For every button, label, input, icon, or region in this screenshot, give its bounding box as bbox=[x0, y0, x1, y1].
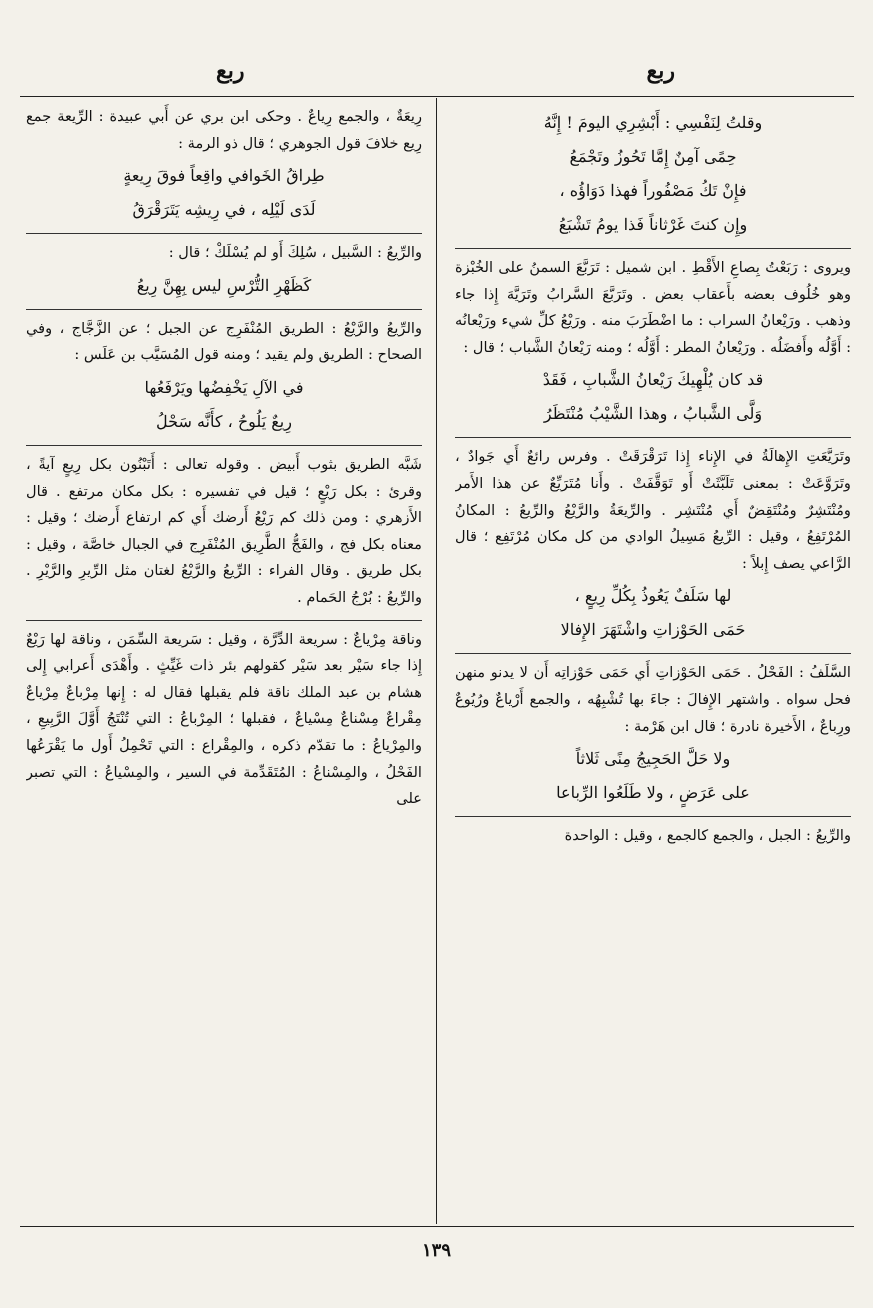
verse-line: لَدَى لَيْلِه ، في رِيشِه يَتَرَقْرَقُ bbox=[132, 200, 316, 220]
entry-paragraph: رِيعَةٌ ، والجمع رِياعٌ . وحكى ابن بري عن أَبي عبيدة : الرِّيعة جمع رِيع خلافَ قول الجوهري ؛ قال ذو الرمة : bbox=[26, 108, 422, 152]
section-separator bbox=[26, 309, 422, 310]
entry-paragraph: وتَرَيَّعَتِ الإِهالَةُ في الإِناء إِذا تَرَقْرَقَتْ . وفرس رائعٌ أَي جَوادٌ ، وتَرَوَّعَتْ : بمعنى تَلَبَّثَتْ أَو تَوَقَّفَتْ . وأَنا مُتَرَيِّعٌ عن هذا الأَمر ومُنْتَشِرٌ ومُنْتَقِضٌ أَي مُنْتَشِر . والرِّيعَةُ والرَّيْعُ والرِّيعُ : المكانُ المُرْتَفِعُ ، وقيل : الرِّيعُ مَسِيلُ الوادي من كل مكان مُرْتَفِع ؛ قال الرَّاعي يصف إِبلاً : bbox=[455, 448, 851, 572]
section-separator bbox=[455, 653, 851, 654]
verse-line: ولا حَلَّ الحَجِيجُ مِنًى ثَلاثاً bbox=[575, 749, 731, 769]
entry-paragraph: والرِّيعُ : الجبل ، والجمع كالجمع ، وقيل : الواحدة bbox=[564, 827, 851, 845]
verse-line: على عَرَضٍ ، ولا طَلَعُوا الرِّباعا bbox=[556, 783, 750, 803]
verse-line: حِمًى آمِنٌ إِمَّا تَحُوزُ وتَجْمَعُ bbox=[569, 147, 737, 166]
verse-line: وإِن كنتَ غَرْثاناً فَذا يومُ تَشْبَعُ bbox=[558, 215, 748, 234]
left-column bbox=[26, 104, 422, 1220]
verse-line: قد كان يُلْهِيكَ رَيْعانُ الشَّبابِ ، فَقَدْ bbox=[542, 370, 764, 390]
verse-line: حَمَى الحَوْزاتِ واشْتَهَرَ الإِفالا bbox=[560, 620, 746, 640]
verse-line: رِيعٌ يَلُوحُ ، كأَنَّه سَحْلُ bbox=[156, 411, 292, 431]
entry-paragraph: والرِّيعُ : السَّبيل ، سُلِكَ أَو لم يُسْلَكْ ؛ قال : bbox=[168, 244, 422, 262]
verse-line: طِراقُ الخَوافي واقِعاً فوقَ رِيعةٍ bbox=[123, 166, 325, 186]
footer-rule bbox=[20, 1226, 854, 1227]
section-separator bbox=[455, 816, 851, 817]
right-column bbox=[455, 104, 851, 1220]
entry-paragraph: وناقة مِرْياعٌ : سريعة الدِّرَّة ، وقيل : سَريعة السِّمَن ، وناقة لها رَيْعٌ إِذا جاء سَيْر بعد سَيْر كقولهم بئر ذات غَيِّثٍ . وأَهْدَى أَعرابي إِلى هشام بن عبد الملك ناقة فلم يقبلها فقال له : إِنها مِرْباعٌ مِرْياعٌ مِقْراعٌ مِسْناعٌ مِسْياعٌ ، فقبلها ؛ المِرْباعُ : التي تُنْتَجُ أَوَّلَ الرَّبِيعِ ، والمِرْياعُ : ما تقدّم ذكره ، والمِقْراع : التي تَحْمِلُ أَول ما يَقْرَعُها الفَحْلُ ، والمِسْناعُ : المُتَقَدِّمة في السير ، والمِسْياعُ : التي تصبر على bbox=[26, 630, 422, 808]
verse-line: فإِنْ تَكُ مَصْفُوراً فهذا دَوَاؤُه ، bbox=[559, 181, 747, 200]
running-head-left: ربع bbox=[216, 58, 245, 84]
verse-line: لها سَلَفٌ يَعُوذُ بِكُلِّ رِيعٍ ، bbox=[574, 586, 732, 606]
section-separator bbox=[26, 620, 422, 621]
verse-line: في الآلِ يَخْفِضُها ويَرْفَعُها bbox=[144, 377, 304, 397]
section-separator bbox=[26, 445, 422, 446]
section-separator bbox=[26, 233, 422, 234]
section-separator bbox=[455, 248, 851, 249]
verse-line: وقلتُ لِنَفْسِي : أَبْشِرِي اليومَ ! إِنَّهُ bbox=[543, 113, 763, 132]
verse-line: كَظَهْرِ التُّرْسِ ليس بِهِنَّ رِيعُ bbox=[136, 275, 312, 295]
verse-line: وَلَّى الشَّبابُ ، وهذا الشَّيْبُ مُنْتَظَرُ bbox=[543, 404, 763, 424]
entry-paragraph: السَّلَفُ : الفَحْلُ . حَمَى الحَوْزاتِ أَي حَمَى حَوْزاتِه أَن لا يدنو منهن فحل سواه . واشتهر الإِفالَ : جاءَ بها تُشْبِهُه ، والجمع أَرْياعٌ ورُيُوعٌ ورِباعٌ ، الأَخيرة نادرة ؛ قال ابن هَرْمة : bbox=[455, 664, 851, 735]
header-rule bbox=[20, 96, 854, 97]
page-number: ١٣٩ bbox=[421, 1240, 451, 1261]
entry-paragraph: ويروى : رَبَعْتُ بِصاعِ الأَقْطِ . ابن شميل : تَرَبَّعَ السمنُ على الخُبْزة وهو خُلُوف بعضه بأَعقاب بعض . وتَرَبَّعَ السَّرابُ وتَرَيَّهَ إِذا جاء وذهب . ورَيْعانُ السراب : ما اضْطَرَبَ منه . ورَيْعُ كلِّ شيء ورَيْعانُه : أَوَّلُه وأَفضَلُه . ورَيْعانُ المطر : أَوَّلُه ؛ ومنه رَيْعانُ الشَّباب ؛ قال : bbox=[455, 259, 851, 356]
column-divider bbox=[436, 98, 437, 1224]
entry-paragraph: والرِّيعُ والرَّيْعُ : الطريق المُنْفَرِج عن الجبل ؛ عن الزَّجَّاج ، وفي الصحاح : الطريق ولم يقيد ؛ ومنه قول المُسَيَّب بن عَلَس : bbox=[26, 319, 422, 364]
running-head-right: ربع bbox=[646, 58, 675, 84]
section-separator bbox=[455, 437, 851, 438]
entry-paragraph: شَبَّه الطريق بثوب أَبيض . وقوله تعالى : أَتَبْنُون بكل رِيعٍ آيةً ، وقرئ : بكل رَيْعٍ ؛ قيل في تفسيره : بكل مكان مرتفع . قال الأَزهري : ومن ذلك كم رَيْعُ أَرضك أَي كم ارتفاع أَرضك ؛ وقيل : معناه بكل فج ، والفَجُّ الطَّرِيق المُنْفَرِج في الجبال خاصَّة ، وقيل : بكل طريق . وقال الفراء : الرِّيعُ والرَّيْعُ لغتان مثل الرِّيرِ والرَّيْرِ . والرِّيعُ : بُرْجُ الحَمام . bbox=[26, 455, 422, 606]
